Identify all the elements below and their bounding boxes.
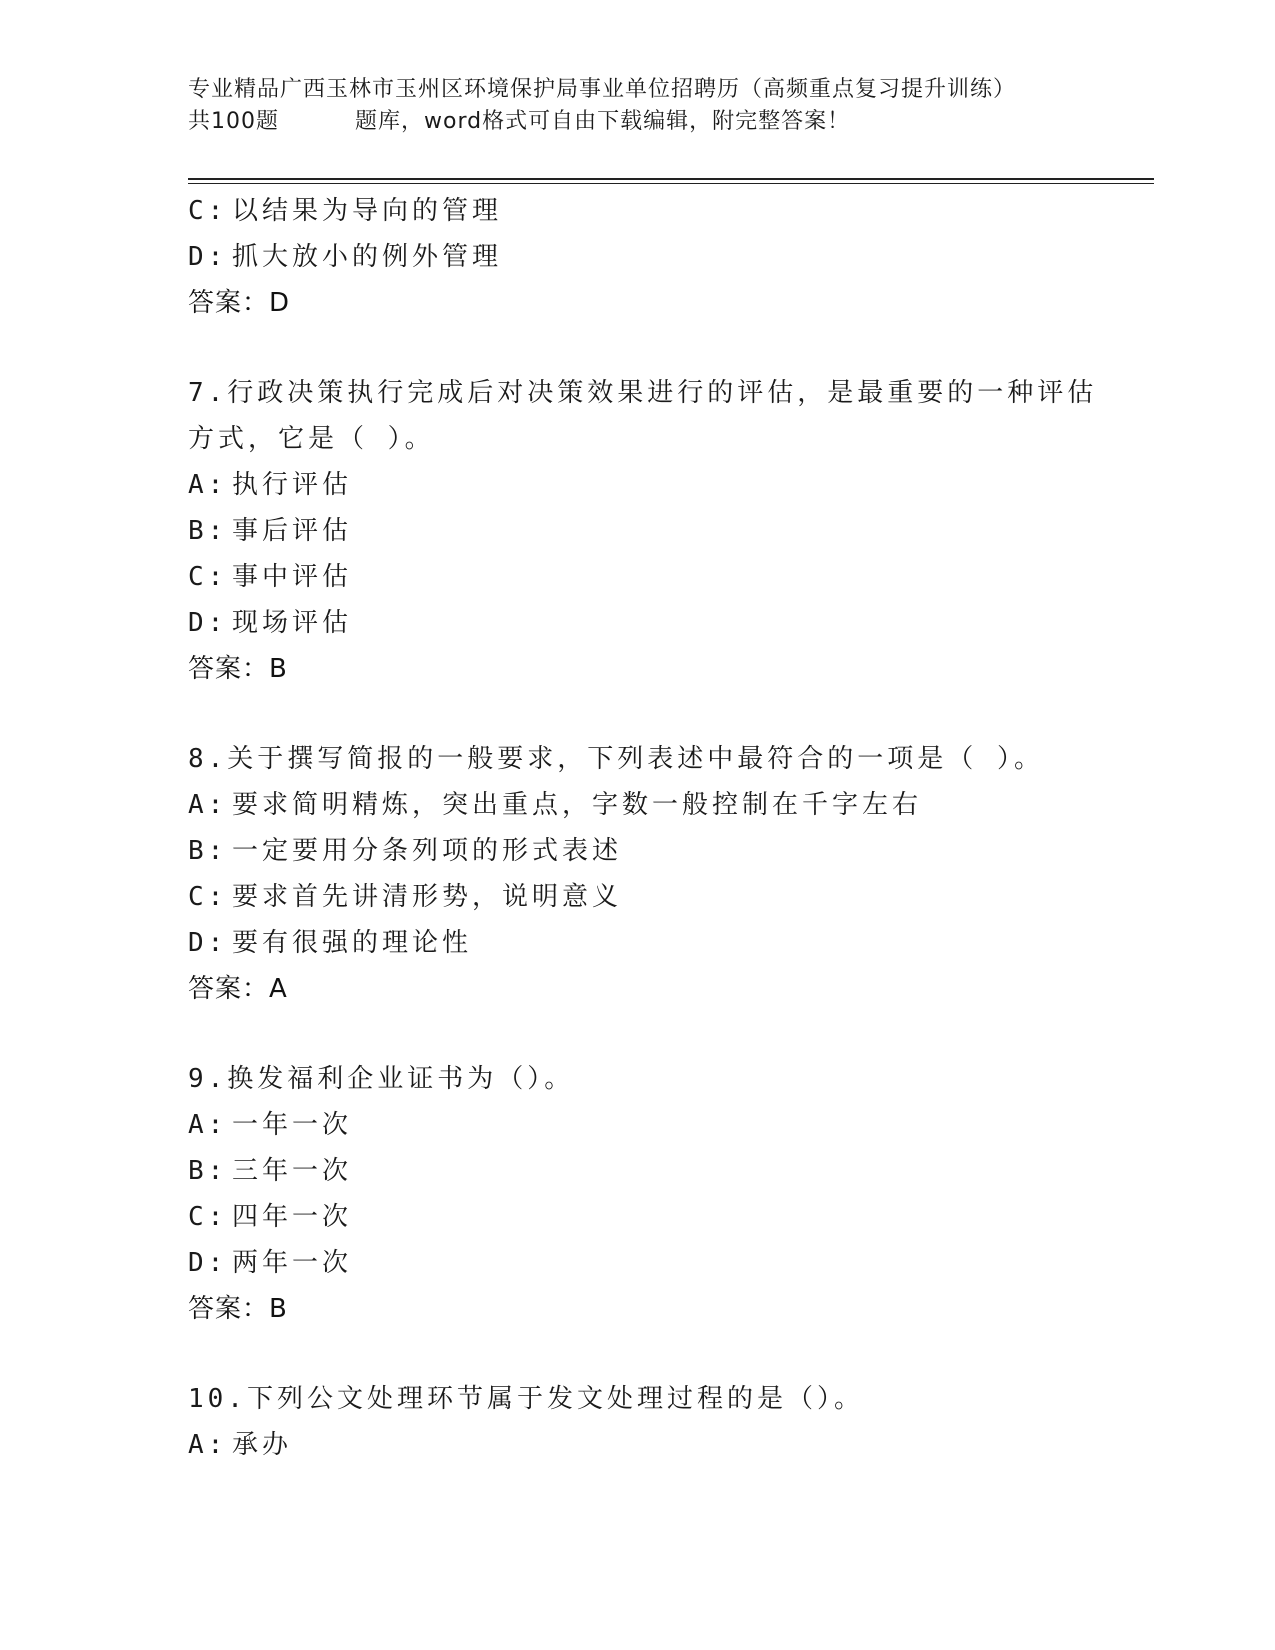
option-text: 要有很强的理论性 bbox=[232, 928, 473, 958]
header-divider-thick bbox=[188, 178, 1154, 180]
option-key: A: bbox=[188, 1430, 228, 1460]
header-title: 专业精品广西玉林市玉州区环境保护局事业单位招聘历（高频重点复习提升训练） bbox=[188, 77, 1017, 102]
answer-line: 答案：D bbox=[188, 288, 291, 318]
option-row bbox=[188, 1422, 1088, 1468]
option-key: C: bbox=[188, 1202, 228, 1232]
option-key: D: bbox=[188, 608, 228, 638]
option-text: 执行评估 bbox=[232, 470, 353, 500]
question-stem: 9.换发福利企业证书为（）。 bbox=[188, 1064, 575, 1094]
option-row bbox=[188, 782, 1088, 828]
option-key: D: bbox=[188, 928, 228, 958]
option-row bbox=[188, 1240, 1088, 1286]
option-row bbox=[188, 600, 1088, 646]
option-text: 事后评估 bbox=[232, 516, 353, 546]
option-key: B: bbox=[188, 1156, 228, 1186]
option-text: 现场评估 bbox=[232, 608, 353, 638]
option-row bbox=[188, 828, 1088, 874]
option-key: D: bbox=[188, 242, 228, 272]
option-row bbox=[188, 1194, 1088, 1240]
option-key: A: bbox=[188, 1110, 228, 1140]
document-header bbox=[188, 74, 1088, 138]
option-text: 要求简明精炼，突出重点，字数一般控制在千字左右 bbox=[232, 790, 923, 820]
option-row bbox=[188, 462, 1088, 508]
question-stem: 7.行政决策执行完成后对决策效果进行的评估，是最重要的一种评估 bbox=[188, 378, 1098, 408]
option-row bbox=[188, 1148, 1088, 1194]
question-stem: 8.关于撰写简报的一般要求，下列表述中最符合的一项是（ ）。 bbox=[188, 744, 1044, 774]
option-text: 承办 bbox=[232, 1430, 293, 1460]
header-subtitle bbox=[188, 106, 1088, 138]
answer-line: 答案：A bbox=[188, 974, 288, 1004]
option-row bbox=[188, 234, 1088, 280]
option-key: C: bbox=[188, 882, 228, 912]
option-key: B: bbox=[188, 516, 228, 546]
answer-line: 答案：B bbox=[188, 654, 288, 684]
option-text: 一定要用分条列项的形式表述 bbox=[232, 836, 623, 866]
question-stem-continued: 方式，它是（ ）。 bbox=[188, 424, 435, 454]
question-stem: 10.下列公文处理环节属于发文处理过程的是（）。 bbox=[188, 1384, 864, 1414]
option-row bbox=[188, 920, 1088, 966]
option-row bbox=[188, 1102, 1088, 1148]
option-row bbox=[188, 508, 1088, 554]
header-description: 题库，word格式可自由下载编辑，附完整答案！ bbox=[355, 109, 851, 134]
option-text: 两年一次 bbox=[232, 1248, 353, 1278]
option-text: 事中评估 bbox=[232, 562, 353, 592]
option-text: 要求首先讲清形势，说明意义 bbox=[232, 882, 623, 912]
option-key: C: bbox=[188, 562, 228, 592]
option-key: D: bbox=[188, 1248, 228, 1278]
option-key: C: bbox=[188, 196, 228, 226]
header-divider-thin bbox=[188, 183, 1154, 184]
option-text: 抓大放小的例外管理 bbox=[232, 242, 503, 272]
answer-line: 答案：B bbox=[188, 1294, 288, 1324]
option-key: B: bbox=[188, 836, 228, 866]
option-key: A: bbox=[188, 790, 228, 820]
option-text: 以结果为导向的管理 bbox=[232, 196, 503, 226]
option-key: A: bbox=[188, 470, 228, 500]
question-list bbox=[188, 188, 1098, 1468]
option-text: 四年一次 bbox=[232, 1202, 353, 1232]
option-row bbox=[188, 188, 1088, 234]
option-text: 三年一次 bbox=[232, 1156, 353, 1186]
option-row bbox=[188, 874, 1088, 920]
option-text: 一年一次 bbox=[232, 1110, 353, 1140]
header-count: 共100题 bbox=[188, 109, 279, 134]
option-row bbox=[188, 554, 1088, 600]
